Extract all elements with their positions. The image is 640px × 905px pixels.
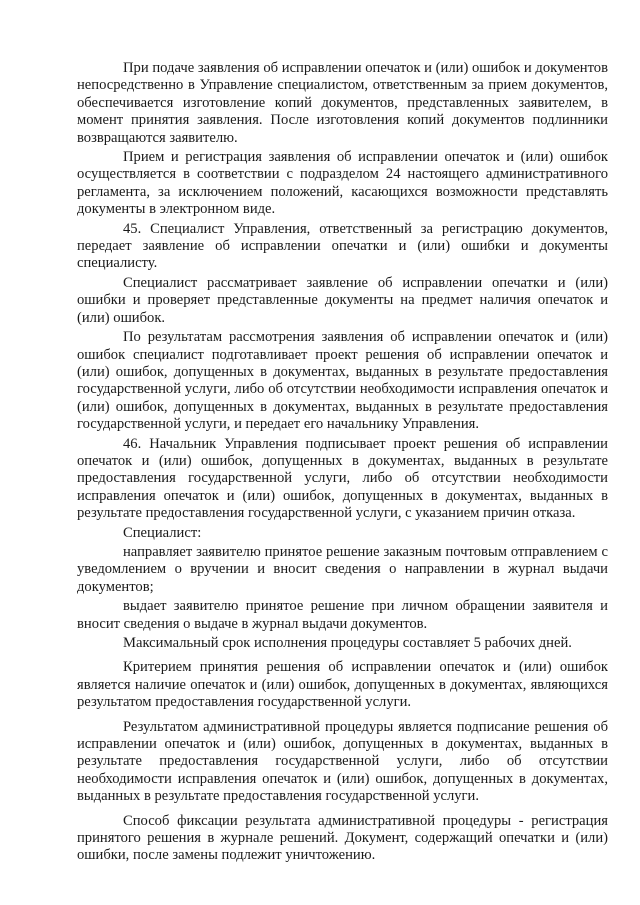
paragraph-45-transfer: 45. Специалист Управления, ответственный за регистрацию документов, передает заявление об исправлении опечатки и (или) ошибки и документы специалисту.	[77, 220, 608, 272]
paragraph-review: Специалист рассматривает заявление об исправлении опечатки и (или) ошибки и проверяет представленные документы на предмет наличия опечаток и (или) ошибок.	[77, 274, 608, 326]
paragraph-specialist-heading: Специалист:	[123, 524, 202, 541]
document-body	[77, 60, 608, 867]
paragraph-max-term: Максимальный срок исполнения процедуры составляет 5 рабочих дней.	[123, 635, 572, 651]
paragraph-fixation-method: Способ фиксации результата административной процедуры - регистрация принятого решения в журнале решений. Документ, содержащий опечатки и (или) ошибки, после замены подлежит уничтожению.	[77, 812, 608, 864]
paragraph-46-signing: 46. Начальник Управления подписывает проект решения об исправлении опечаток и (или) ошибок, допущенных в документах, выданных в результате предоставления государственной услуги, либо об отсутствии необходимости исправления опечаток и (или) ошибок, допущенных в документах, выданных в результате предоставления государственной услуги, с указанием причин отказа.	[77, 435, 608, 522]
paragraph-copies-on-submission: При подаче заявления об исправлении опечаток и (или) ошибок и документов непосредственно в Управление специалистом, ответственным за прием документов, обеспечивается изготовление копий документов, представленных заявителем, в момент принятия заявления. После изготовления копий документов подлинники возвращаются заявителю.	[77, 60, 608, 146]
paragraph-personal-delivery: выдает заявителю принятое решение при личном обращении заявителя и вносит сведения о выдаче в журнал выдачи документов.	[77, 598, 608, 632]
paragraph-mail-delivery: направляет заявителю принятое решение заказным почтовым отправлением с уведомлением о вручении и вносит сведения о направлении в журнал выдачи документов;	[77, 543, 608, 595]
paragraph-result: Результатом административной процедуры является подписание решения об исправлении опечаток и (или) ошибок, допущенных в документах, выданных в результате предоставления государственной услуги, либо об отсутствии необходимости исправления опечаток и (или) ошибок, допущенных в документах, выданных в результате предоставления государственной услуги.	[77, 718, 608, 805]
paragraph-draft-decision: По результатам рассмотрения заявления об исправлении опечаток и (или) ошибок специалист подготавливает проект решения об исправлении опечаток и (или) ошибок, допущенных в документах, выданных в результате предоставления государственной услуги, либо об отсутствии необходимости исправления опечаток и (или) ошибок, допущенных в документах, выданных в результате предоставления государственной услуги, и передает его начальнику Управления.	[77, 329, 608, 433]
paragraph-registration: Прием и регистрация заявления об исправлении опечаток и (или) ошибок осуществляется в соответствии с подразделом 24 настоящего административного регламента, за исключением положений, касающихся возможности представлять документы в электронном виде.	[77, 149, 608, 218]
paragraph-criterion: Критерием принятия решения об исправлении опечаток и (или) ошибок является наличие опечаток и (или) ошибок, допущенных в документах, являющихся результатом предоставления государственной услуги.	[77, 659, 608, 711]
